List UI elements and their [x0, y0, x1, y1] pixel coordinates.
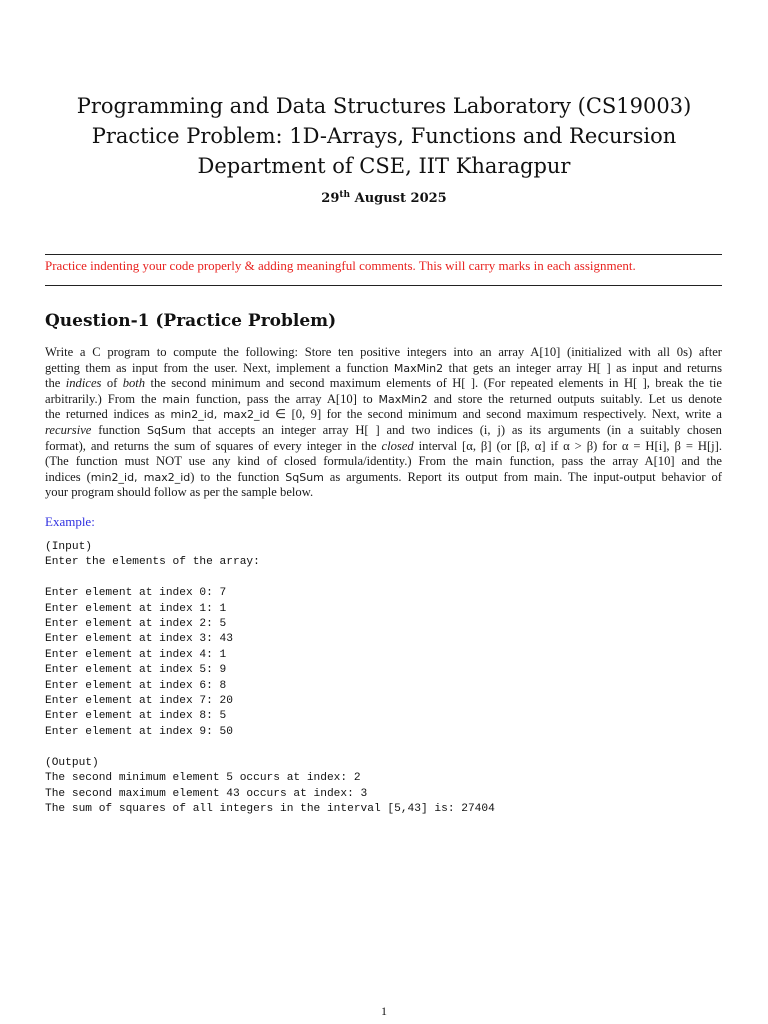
element-input-line: Enter element at index 7: 20	[45, 695, 233, 708]
function-name: main	[162, 392, 190, 406]
statement-text: that accepts an integer array H[ ] and two indices (i, j) as its arguments (in a suitably chosen	[185, 422, 722, 437]
statement-text: Write a C program to compute the following: Store ten positive integers into an array A[10] (initialized with all 0s) after	[45, 345, 722, 359]
statement-text: ) to the function	[190, 469, 286, 484]
element-input-line: Enter element at index 4: 1	[45, 648, 227, 661]
statement-line	[45, 361, 722, 377]
title-line-1: Programming and Data Structures Laboratory (CS19003)	[76, 94, 692, 118]
emphasis-text: both	[122, 376, 146, 391]
statement-text: (The function must NOT use any kind of closed formula/identity.) From the	[45, 454, 476, 469]
statement-text: arbitrarily.) From the	[45, 391, 163, 406]
variable-name: min2_id, max2_id	[90, 470, 191, 484]
function-name: MaxMin2	[393, 361, 444, 375]
element-input-line: Enter element at index 9: 50	[45, 725, 233, 738]
notice-text: Practice indenting your code properly & adding meaningful comments. This will carry marks in each assignment.	[45, 258, 636, 273]
statement-line	[45, 485, 722, 501]
output-header: (Output)	[45, 756, 99, 769]
statement-line	[45, 454, 722, 470]
element-lines	[45, 586, 495, 740]
emphasis-text: indices	[65, 376, 102, 391]
element-input-line: Enter element at index 0: 7	[45, 587, 227, 600]
question-heading: Question-1 (Practice Problem)	[45, 311, 337, 331]
statement-line	[45, 470, 722, 486]
statement-text: the returned indices as	[45, 407, 171, 422]
title-line-2: Practice Problem: 1D-Arrays, Functions and Recursion	[91, 124, 677, 148]
statement-line	[45, 423, 722, 439]
element-input-line: Enter element at index 1: 1	[45, 602, 227, 615]
sample-io-block	[45, 540, 495, 817]
page-number: 1	[381, 1004, 387, 1018]
blank-line	[45, 571, 495, 586]
title-line-3: Department of CSE, IIT Kharagpur	[197, 154, 571, 178]
statement-line	[45, 439, 722, 455]
statement-text: the second minimum and second maximum elements of H[ ]. (For repeated elements in H[ ], break the tie	[145, 376, 722, 391]
variable-name: min2_id, max2_id	[170, 408, 270, 422]
statement-text: of	[101, 376, 123, 391]
statement-text: indices (	[45, 469, 91, 484]
statement-line	[45, 345, 722, 361]
element-input-line: Enter element at index 5: 9	[45, 664, 227, 677]
statement-text: and store the returned outputs suitably. Let us denote	[427, 391, 722, 406]
emphasis-text: closed	[381, 438, 414, 453]
statement-text: getting them as input from the user. Next, implement a function	[45, 360, 394, 375]
function-name: MaxMin2	[378, 392, 428, 406]
input-prompt: Enter the elements of the array:	[45, 556, 260, 569]
date-day: 29	[321, 191, 340, 206]
statement-line	[45, 407, 722, 423]
function-name: main	[475, 455, 503, 469]
statement-text: function, pass the array A[10] and the	[502, 454, 722, 469]
notice-bottom-rule	[45, 285, 722, 286]
statement-text: format), and returns the sum of squares of every integer in the	[45, 438, 382, 453]
statement-text: function, pass the array A[10] to	[189, 391, 379, 406]
document-title	[40, 91, 728, 181]
output-line-3: The sum of squares of all integers in the interval [5,43] is: 27404	[45, 802, 495, 815]
document-date	[0, 191, 768, 206]
output-line-1: The second minimum element 5 occurs at index: 2	[45, 772, 361, 785]
element-input-line: Enter element at index 2: 5	[45, 618, 227, 631]
date-suffix: th	[339, 190, 351, 200]
statement-text: the	[45, 376, 66, 391]
statement-text: that gets an integer array H[ ] as input and returns	[443, 360, 722, 375]
statement-line	[45, 376, 722, 392]
statement-text: interval [α, β] (or [β, α] if α > β) for α = H[i], β = H[j].	[413, 438, 722, 453]
statement-text: function	[91, 422, 148, 437]
element-input-line: Enter element at index 8: 5	[45, 710, 227, 723]
input-header: (Input)	[45, 541, 92, 553]
element-input-line: Enter element at index 6: 8	[45, 679, 227, 692]
example-label: Example:	[45, 514, 95, 529]
notice-top-rule	[45, 254, 722, 255]
problem-statement	[45, 345, 722, 501]
statement-line	[45, 392, 722, 408]
function-name: SqSum	[285, 470, 324, 484]
blank-line	[45, 740, 495, 755]
emphasis-text: recursive	[45, 422, 92, 437]
output-line-2: The second maximum element 43 occurs at index: 3	[45, 787, 368, 800]
statement-text: your program should follow as per the sample below.	[45, 485, 314, 500]
statement-text: ∈ [0, 9] for the second minimum and second maximum respectively. Next, write a	[269, 407, 722, 422]
function-name: SqSum	[147, 423, 186, 437]
date-month-year: August 2025	[350, 191, 447, 206]
statement-text: as arguments. Report its output from main. The input-output behavior of	[323, 469, 722, 484]
element-input-line: Enter element at index 3: 43	[45, 633, 233, 646]
